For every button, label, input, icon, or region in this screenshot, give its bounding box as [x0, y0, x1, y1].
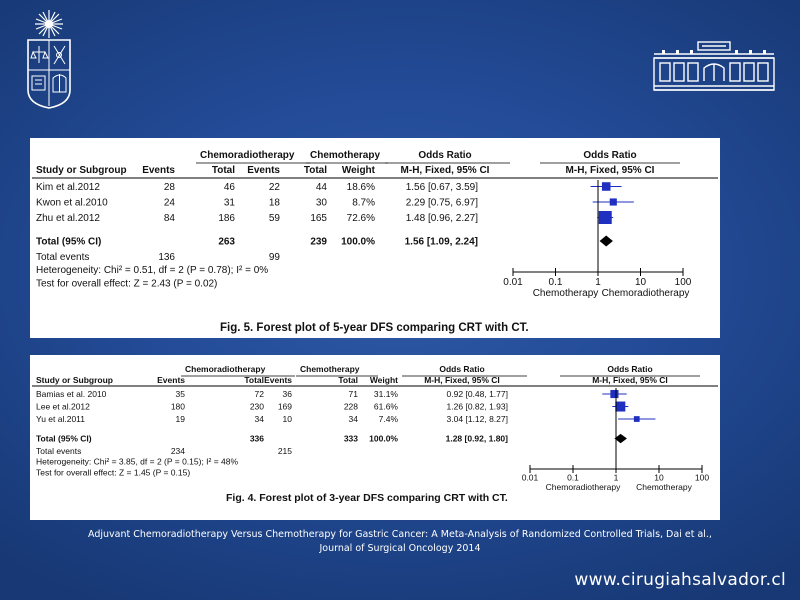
or-method-header: M-H, Fixed, 95% CI — [424, 375, 500, 385]
point-estimate-marker — [599, 211, 612, 224]
forest-plot-fig4 — [30, 355, 720, 520]
total-events-label: Total events — [36, 252, 90, 263]
x-axis-tick-label: 100 — [674, 277, 692, 288]
study-weight: 7.4% — [378, 414, 398, 424]
total-label: Total (95% CI) — [36, 236, 102, 248]
group1-events: 35 — [175, 389, 185, 399]
study-row — [36, 414, 508, 424]
citation-line-2: Journal of Surgical Oncology 2014 — [319, 543, 481, 554]
citation-line-1: Adjuvant Chemoradiotherapy Versus Chemotherapy for Gastric Cancer: A Meta-Analysis of Randomized Controlled Trials, Dai et al., — [88, 529, 712, 540]
group1-total-events: 136 — [158, 252, 175, 263]
study-name: Yu et al.2011 — [36, 414, 85, 424]
study-row — [36, 182, 478, 193]
summary-diamond — [600, 236, 613, 247]
study-weight: 61.6% — [373, 401, 398, 412]
group1-total: 34 — [254, 414, 264, 424]
favours-left-label: Chemotherapy — [532, 288, 599, 299]
group2-events: 22 — [268, 182, 280, 193]
group2-total-sum: 239 — [310, 236, 327, 248]
study-name: Kim et al.2012 — [36, 182, 100, 193]
group2-events: 10 — [282, 414, 292, 424]
group2-header: Chemotherapy — [300, 364, 360, 374]
group2-total-header: Total — [338, 375, 358, 385]
heterogeneity-text: Heterogeneity: Chi² = 0.51, df = 2 (P = 0.78); I² = 0% — [36, 265, 269, 277]
group2-total: 44 — [315, 182, 327, 193]
study-column-header: Study or Subgroup — [36, 375, 113, 385]
weight-header: Weight — [341, 165, 375, 176]
group1-events: 28 — [163, 182, 175, 193]
x-axis-tick-label: 1 — [595, 277, 601, 288]
point-estimate-marker — [602, 182, 611, 191]
figure-caption: Fig. 4. Forest plot of 3-year DFS comparing CRT with CT. — [226, 492, 508, 504]
or-method-header: M-H, Fixed, 95% CI — [400, 165, 490, 176]
group1-total-header: Total — [211, 165, 235, 176]
total-ci-text: 1.28 [0.92, 1.80] — [445, 433, 508, 444]
group1-events-header: Events — [157, 375, 185, 385]
total-row — [36, 434, 508, 444]
study-ci-text: 1.56 [0.67, 3.59] — [405, 182, 478, 193]
group2-events-header: Events — [264, 375, 292, 385]
group2-total-events: 215 — [277, 446, 292, 456]
x-axis-tick-label: 0.01 — [521, 472, 539, 483]
website-url: www.cirugiahsalvador.cl — [574, 570, 786, 590]
x-axis-tick-label: 0.1 — [567, 472, 579, 483]
total-weight: 100.0% — [369, 433, 398, 444]
study-name: Lee et al.2012 — [36, 401, 90, 412]
group2-total: 34 — [348, 414, 358, 424]
study-weight: 8.7% — [352, 197, 375, 209]
study-name: Zhu et al.2012 — [36, 213, 100, 224]
forest-method-header: M-H, Fixed, 95% CI — [592, 375, 668, 385]
group1-events: 84 — [163, 213, 175, 224]
favours-right-label: Chemoradiotherapy — [601, 288, 690, 299]
group2-events-header: Events — [247, 165, 280, 176]
group2-total: 71 — [348, 389, 358, 399]
x-axis-tick-label: 1 — [613, 472, 619, 483]
group2-total-sum: 333 — [343, 433, 358, 444]
forest-plot-title: Odds Ratio — [583, 150, 637, 161]
figure-caption: Fig. 5. Forest plot of 5-year DFS comparing CRT with CT. — [220, 322, 529, 334]
group1-total: 230 — [249, 401, 264, 412]
group1-events: 180 — [170, 401, 185, 412]
group1-total-header: Total — [244, 375, 264, 385]
x-axis-tick-label: 0.01 — [503, 277, 523, 288]
favours-right-label: Chemotherapy — [636, 482, 692, 492]
group2-total-header: Total — [303, 165, 327, 176]
study-weight: 72.6% — [346, 213, 375, 224]
overall-effect-text: Test for overall effect: Z = 2.43 (P = 0.02) — [36, 278, 218, 290]
group1-total-events: 234 — [170, 446, 185, 456]
group1-total-sum: 263 — [218, 236, 235, 248]
group1-total: 186 — [218, 213, 235, 224]
group2-events: 169 — [277, 401, 292, 412]
weight-header: Weight — [369, 375, 398, 385]
heterogeneity-text: Heterogeneity: Chi² = 3.85, df = 2 (P = 0.15); I² = 48% — [36, 456, 239, 467]
study-name: Kwon et al.2010 — [36, 197, 108, 209]
study-ci-text: 0.92 [0.48, 1.77] — [446, 389, 508, 399]
overall-effect-text: Test for overall effect: Z = 1.45 (P = 0.15) — [36, 467, 191, 478]
university-crest-logo — [24, 8, 74, 110]
group2-events: 36 — [282, 389, 292, 399]
group2-events: 59 — [268, 213, 280, 224]
favours-left-label: Chemoradiotherapy — [545, 482, 621, 492]
group1-total: 31 — [223, 197, 235, 209]
forest-plot-fig5 — [30, 138, 720, 338]
group1-events: 24 — [163, 197, 175, 209]
total-weight: 100.0% — [341, 236, 375, 248]
group1-header: Chemoradiotherapy — [185, 364, 266, 374]
group1-total: 72 — [254, 389, 264, 399]
group2-total: 30 — [315, 197, 327, 209]
group2-total: 228 — [343, 401, 358, 412]
forest-plot-panel-fig4 — [30, 355, 720, 520]
x-axis-tick-label: 0.1 — [548, 277, 563, 288]
total-label: Total (95% CI) — [36, 433, 92, 444]
study-ci-text: 1.48 [0.96, 2.27] — [405, 213, 478, 224]
study-ci-text: 3.04 [1.12, 8.27] — [446, 414, 508, 424]
study-row — [36, 389, 508, 399]
x-axis-tick-label: 10 — [654, 472, 664, 483]
study-row — [36, 198, 478, 209]
group1-header: Chemoradiotherapy — [200, 150, 295, 161]
odds-ratio-column-title: Odds Ratio — [439, 364, 485, 374]
group1-total: 46 — [223, 182, 235, 193]
group1-events-header: Events — [142, 165, 175, 176]
citation-text — [40, 528, 760, 556]
group1-events: 19 — [175, 414, 185, 424]
study-weight: 18.6% — [346, 182, 375, 193]
point-estimate-marker — [634, 416, 640, 422]
study-ci-text: 2.29 [0.75, 6.97] — [405, 197, 478, 209]
forest-plot-title: Odds Ratio — [607, 364, 653, 374]
study-ci-text: 1.26 [0.82, 1.93] — [446, 401, 508, 412]
odds-ratio-column-title: Odds Ratio — [418, 150, 472, 161]
study-weight: 31.1% — [373, 389, 398, 399]
study-row — [36, 213, 478, 224]
point-estimate-marker — [610, 390, 618, 398]
group1-total-sum: 336 — [249, 433, 264, 444]
study-row — [36, 402, 508, 412]
forest-method-header: M-H, Fixed, 95% CI — [565, 165, 655, 176]
group2-header: Chemotherapy — [310, 150, 381, 161]
study-column-header: Study or Subgroup — [36, 165, 127, 176]
group2-events: 18 — [268, 197, 280, 209]
group2-total: 165 — [310, 213, 327, 224]
total-row — [36, 237, 478, 248]
building-facade-logo — [652, 40, 776, 92]
total-ci-text: 1.56 [1.09, 2.24] — [404, 236, 478, 248]
point-estimate-marker — [615, 402, 625, 412]
group2-total-events: 99 — [268, 252, 280, 263]
x-axis-tick-label: 100 — [694, 472, 710, 483]
total-events-label: Total events — [36, 446, 82, 456]
point-estimate-marker — [610, 198, 617, 205]
x-axis-tick-label: 10 — [634, 277, 647, 288]
forest-plot-panel-fig5 — [30, 138, 720, 338]
study-name: Bamias et al. 2010 — [36, 389, 107, 399]
